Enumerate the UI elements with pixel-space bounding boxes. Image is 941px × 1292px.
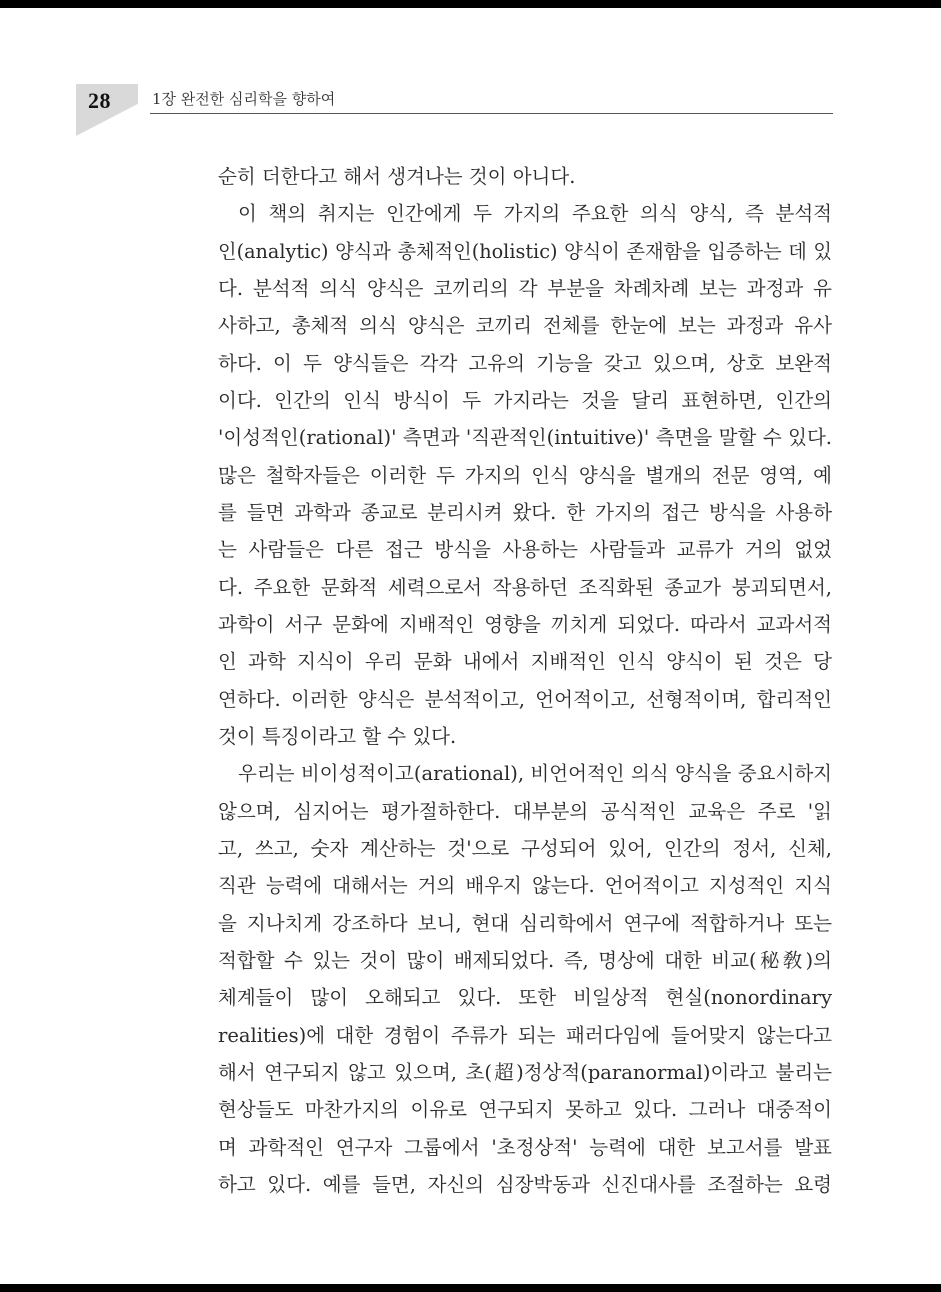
text-line: 순히 더한다고 해서 생겨나는 것이 아니다. <box>218 165 576 188</box>
running-head: 1장 완전한 심리학을 향하여 <box>152 90 336 108</box>
top-border-band <box>0 0 941 8</box>
text-line: 적합할 수 있는 것이 많이 배제되었다. 즉, 명상에 대한 비교(秘敎)의 <box>218 948 832 972</box>
text-line: 것이 특징이라고 할 수 있다. <box>218 724 457 748</box>
text-line: 하고 있다. 예를 들면, 자신의 심장박동과 신진대사를 조절하는 요령 <box>218 1172 832 1196</box>
text-line: 체계들이 많이 오해되고 있다. 또한 비일상적 현실(nonordinary <box>218 986 832 1010</box>
text-line: 인(analytic) 양식과 총체적인(holistic) 양식이 존재함을 입증하는 데 있 <box>218 239 832 263</box>
text-line: 을 지나치게 강조하다 보니, 현대 심리학에서 연구에 적합하거나 또는 <box>218 911 832 935</box>
text-line: 사하고, 총체적 의식 양식은 코끼리 전체를 한눈에 보는 과정과 유사 <box>218 314 832 338</box>
paragraph-first-line: 이 책의 취지는 인간에게 두 가지의 주요한 의식 양식, 즉 분석적 <box>238 202 832 226</box>
text-line: realities)에 대한 경험이 주류가 되는 패러다임에 들어맞지 않는다고 <box>218 1023 832 1047</box>
text-line: 않으며, 심지어는 평가절하한다. 대부분의 공식적인 교육은 주로 '읽 <box>218 799 832 823</box>
text-line: 다. 주요한 문화적 세력으로서 작용하던 조직화된 종교가 붕괴되면서, <box>218 575 832 599</box>
text-line: 며 과학적인 연구자 그룹에서 '초정상적' 능력에 대한 보고서를 발표 <box>218 1135 832 1159</box>
text-line: 연하다. 이러한 양식은 분석적이고, 언어적이고, 선형적이며, 합리적인 <box>218 687 832 711</box>
text-line: 인 과학 지식이 우리 문화 내에서 지배적인 인식 양식이 된 것은 당 <box>218 650 832 674</box>
text-line: 과학이 서구 문화에 지배적인 영향을 끼치게 되었다. 따라서 교과서적 <box>218 612 832 636</box>
text-line: 많은 철학자들은 이러한 두 가지의 인식 양식을 별개의 전문 영역, 예 <box>218 463 832 487</box>
text-line: 직관 능력에 대해서는 거의 배우지 않는다. 언어적이고 지성적인 지식 <box>218 874 832 898</box>
page-number: 28 <box>88 88 111 113</box>
text-line: '이성적인(rational)' 측면과 '직관적인(intuitive)' 측면을 말할 수 있다. <box>218 426 832 450</box>
paragraph-first-line: 우리는 비이성적이고(arational), 비언어적인 의식 양식을 중요시하지 <box>238 762 832 786</box>
text-line: 하다. 이 두 양식들은 각각 고유의 기능을 갖고 있으며, 상호 보완적 <box>218 351 832 375</box>
text-line: 고, 쓰고, 숫자 계산하는 것'으로 구성되어 있어, 인간의 정서, 신체, <box>218 836 832 860</box>
text-line: 를 들면 과학과 종교로 분리시켜 왔다. 한 가지의 접근 방식을 사용하 <box>218 500 832 524</box>
header-rule <box>150 113 833 114</box>
text-line: 는 사람들은 다른 접근 방식을 사용하는 사람들과 교류가 거의 없었 <box>218 538 832 562</box>
bottom-border-band <box>0 1284 941 1292</box>
text-line: 해서 연구되지 않고 있으며, 초(超)정상적(paranormal)이라고 불리는 <box>218 1060 832 1084</box>
text-line: 이다. 인간의 인식 방식이 두 가지라는 것을 달리 표현하면, 인간의 <box>218 388 832 412</box>
text-line: 다. 분석적 의식 양식은 코끼리의 각 부분을 차례차례 보는 과정과 유 <box>218 276 832 300</box>
text-line: 현상들도 마찬가지의 이유로 연구되지 못하고 있다. 그러나 대중적이 <box>218 1098 832 1122</box>
body-text <box>218 158 832 1203</box>
